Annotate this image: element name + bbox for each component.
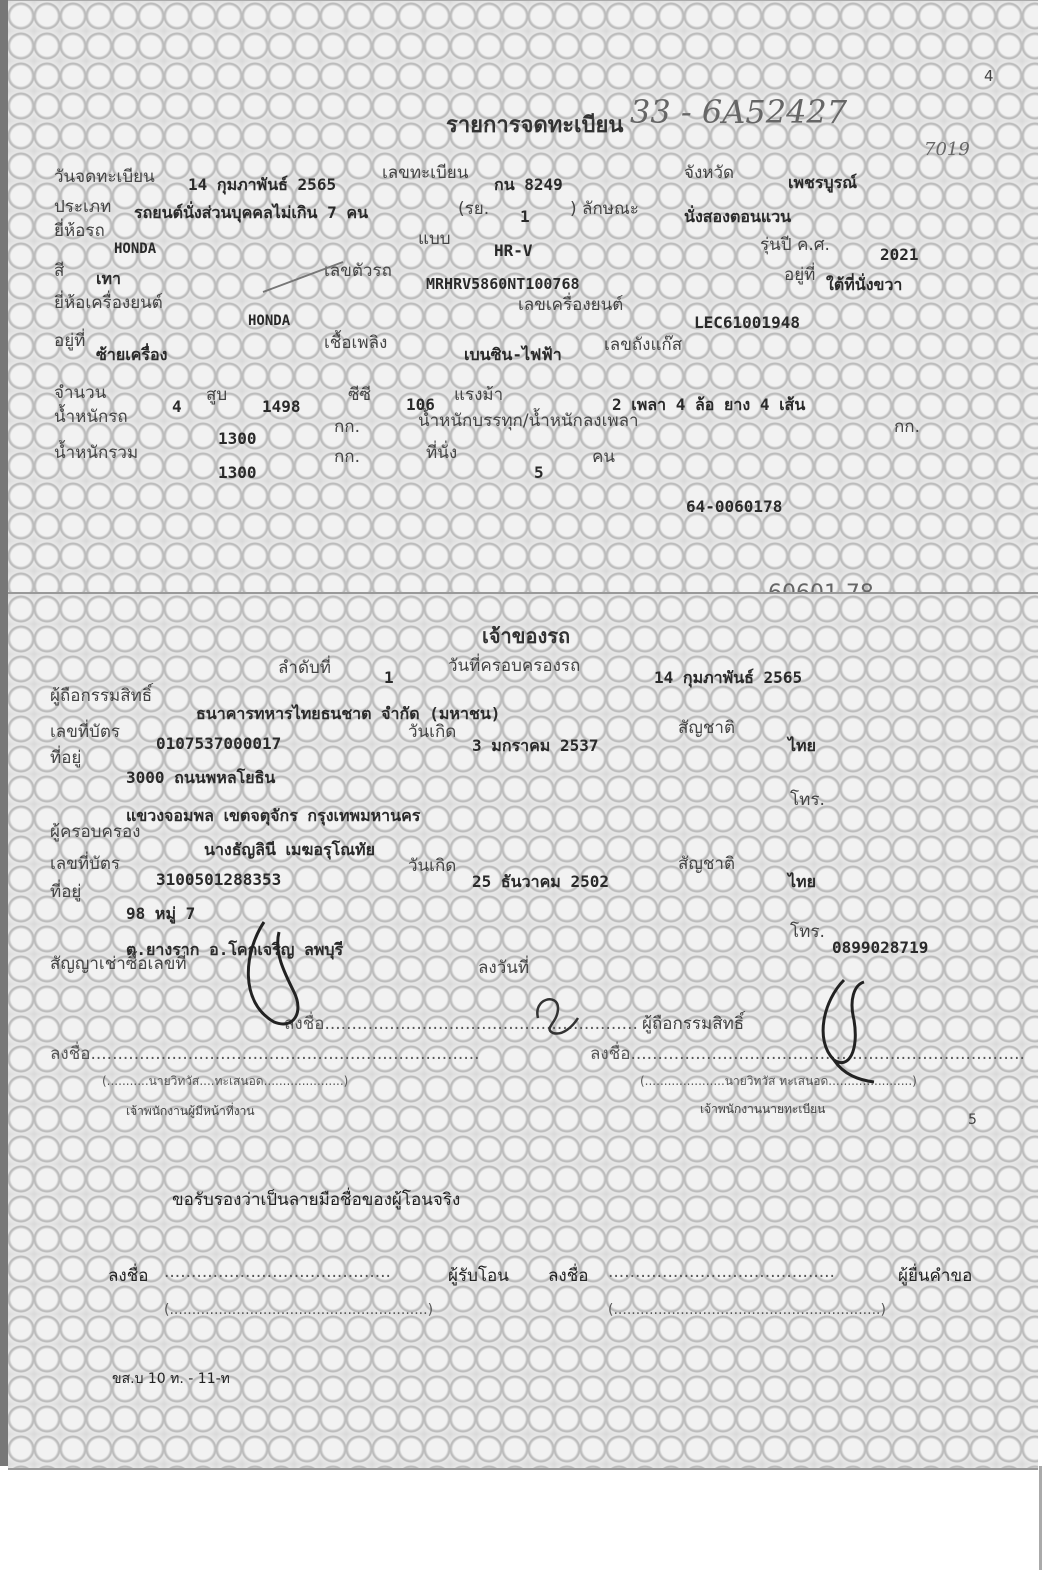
- birth-label: วันเกิด: [408, 722, 457, 742]
- page-number-bottom: 5: [968, 1112, 977, 1128]
- sign-date-label: ลงวันที่: [478, 958, 530, 978]
- vehicle-weight: 1300: [218, 429, 257, 448]
- color-label: สี: [54, 261, 65, 281]
- right-officer-name: (.....................นายวิทวัส ทะเสนอด......................): [640, 1074, 917, 1088]
- owner-section-title: เจ้าของรถ: [482, 624, 571, 648]
- handwritten-plate-number: 33 - 6A52427: [630, 93, 848, 131]
- brand: HONDA: [114, 241, 157, 257]
- model: HR-V: [494, 241, 533, 260]
- total-weight-label: น้ำหนักรวม: [54, 443, 139, 463]
- holder-id: 0107537000017: [156, 734, 282, 753]
- chassis-label: เลขตัวรถ: [324, 261, 392, 281]
- left-edge-binding: [0, 0, 8, 1466]
- possessor-birth: 25 ธันวาคม 2502: [472, 872, 609, 891]
- certify-text: ขอรับรองว่าเป็นลายมือชื่อของผู้โอนจริง: [172, 1190, 461, 1210]
- receiver-sign-line: ..........................................: [164, 1262, 391, 1282]
- tel-label: โทร.: [790, 790, 825, 810]
- gas-tank-label: เลขถังแก๊ส: [604, 335, 683, 355]
- owner-sheet: [8, 592, 1038, 1470]
- engine-cc: 1498: [262, 397, 301, 416]
- horsepower: 106: [406, 395, 435, 414]
- possessor-id: 3100501288353: [156, 870, 282, 889]
- holder-signature-line: ลงชื่อ..........................................................: [284, 1014, 638, 1034]
- cc-unit: ซีซี: [348, 385, 372, 405]
- body-style: นั่งสองตอนแวน: [684, 207, 792, 226]
- holder-nationality: ไทย: [788, 736, 816, 755]
- chassis-location-label: อยู่ที่: [784, 265, 816, 285]
- model-year: 2021: [880, 245, 919, 264]
- engine-number-label: เลขเครื่องยนต์: [518, 295, 624, 315]
- form-code: ขส.บ 10 ท. - 11-ท: [112, 1371, 230, 1387]
- seats: 5: [534, 463, 544, 482]
- address2-label: ที่อยู่: [50, 882, 82, 902]
- possessor-label: ผู้ครอบครอง: [50, 822, 141, 842]
- load-weight-label: น้ำหนักบรรทุก/น้ำหนักลงเพลา: [418, 411, 639, 431]
- brand-label: ยี่ห้อรถ: [54, 221, 105, 241]
- engine-brand: HONDA: [248, 313, 291, 329]
- tel2-label: โทร.: [790, 922, 825, 942]
- nationality2-label: สัญชาติ: [678, 854, 735, 874]
- fuel-label: เชื้อเพลิง: [324, 333, 388, 353]
- cylinders: 4: [172, 397, 182, 416]
- page-number-top: 4: [984, 67, 994, 85]
- plate-number: กน 8249: [494, 175, 563, 194]
- lease-label: สัญญาเช่าซื้อเลขที่: [50, 954, 187, 974]
- engine-brand-label: ยี่ห้อเครื่องยนต์: [54, 293, 163, 313]
- holder-address-1: 3000 ถนนพหลโยธิน: [126, 768, 276, 787]
- date-signature-mark: [528, 988, 588, 1038]
- kg-unit-3: กก.: [334, 447, 360, 467]
- birth2-label: วันเกิด: [408, 856, 457, 876]
- holder-signature-label: ผู้ถือกรรมสิทธิ์: [642, 1014, 745, 1034]
- possessor-name: นางธัญลินี เมฆอรุโณทัย: [204, 840, 375, 859]
- hp-unit: แรงม้า: [454, 385, 504, 405]
- weight-label: น้ำหนักรถ: [54, 407, 128, 427]
- plate-label: เลขทะเบียน: [382, 163, 469, 183]
- axles-wheels: 2 เพลา 4 ล้อ ยาง 4 เส้น: [612, 395, 806, 414]
- order-number: 1: [384, 668, 394, 687]
- left-signature-line: ลงชื่อ........................................................................: [50, 1044, 480, 1064]
- pen-stroke: [258, 257, 348, 297]
- engine-location-label: อยู่ที่: [54, 331, 86, 351]
- applicant-name-parens: (............................................................): [608, 1302, 886, 1318]
- reg-date: 14 กุมภาพันธ์ 2565: [188, 175, 337, 194]
- ry-value: 1: [520, 207, 530, 226]
- handwritten-note: 7019: [924, 139, 970, 160]
- applicant-label: ผู้ยื่นคำขอ: [898, 1266, 973, 1286]
- total-weight: 1300: [218, 463, 257, 482]
- possessor-address-2: ต.ยางราก อ.โคกเจริญ ลพบุรี: [126, 940, 344, 959]
- right-officer-title: เจ้าพนักงานนายทะเบียน: [700, 1102, 826, 1116]
- right-signature-line: ลงชื่อ.........................................................................: [590, 1044, 1025, 1064]
- nationality-label: สัญชาติ: [678, 718, 735, 738]
- id-label: เลขที่บัตร: [50, 722, 121, 742]
- chassis-number: MRHRV5860NT100768: [426, 275, 580, 293]
- left-officer-name: (...........นายวิทวัส....ทะเสนอด.....................): [102, 1074, 349, 1088]
- province: เพชรบูรณ์: [788, 173, 858, 192]
- order-label: ลำดับที่: [278, 658, 332, 678]
- receiver-name-parens: (..........................................................): [164, 1302, 434, 1318]
- cylinder-unit: สูบ: [206, 385, 228, 405]
- registration-sheet: [8, 0, 1038, 593]
- cylinders-label: จำนวน: [54, 383, 107, 403]
- possession-date: 14 กุมภาพันธ์ 2565: [654, 668, 803, 687]
- chassis-location: ใต้ที่นั่งขวา: [826, 275, 903, 294]
- address-label: ที่อยู่: [50, 748, 82, 768]
- model-year-label: รุ่นปี ค.ศ.: [760, 235, 830, 255]
- type-label: ประเภท: [54, 197, 112, 217]
- id2-label: เลขที่บัตร: [50, 854, 121, 874]
- left-officer-title: เจ้าพนักงานผู้มีหน้าที่งาน: [126, 1104, 255, 1118]
- holder-address-2: แขวงจอมพล เขตจตุจักร กรุงเทพมหานคร: [126, 806, 421, 825]
- engine-number: LEC61001948: [694, 313, 800, 332]
- fuel-type: เบนซิน-ไฟฟ้า: [464, 345, 562, 364]
- officer-signature-mark: [804, 970, 884, 1090]
- seats-unit: คน: [592, 447, 615, 467]
- page-title: รายการจดทะเบียน: [446, 113, 624, 138]
- holder-label: ผู้ถือกรรมสิทธิ์: [50, 686, 153, 706]
- holder-signature-mark: [234, 912, 324, 1032]
- receiver-label: ผู้รับโอน: [448, 1266, 509, 1286]
- kg-unit-1: กก.: [334, 417, 360, 437]
- document-number: 64-0060178: [686, 497, 783, 516]
- applicant-sign-label: ลงชื่อ: [548, 1266, 589, 1286]
- seats-label: ที่นั่ง: [426, 443, 458, 463]
- reg-date-label: วันจดทะเบียน: [54, 167, 155, 187]
- vehicle-type: รถยนต์นั่งส่วนบุคคลไม่เกิน 7 คน: [134, 203, 369, 222]
- kg-unit-2: กก.: [894, 417, 920, 437]
- color: เทา: [96, 269, 121, 288]
- holder-name: ธนาคารทหารไทยธนชาต จำกัด (มหาชน): [196, 704, 501, 723]
- ry-open: (รย.: [458, 199, 490, 219]
- possession-date-label: วันที่ครอบครองรถ: [448, 656, 581, 676]
- holder-birth: 3 มกราคม 2537: [472, 736, 599, 755]
- receiver-sign-label: ลงชื่อ: [108, 1266, 149, 1286]
- model-label: แบบ: [418, 229, 451, 249]
- possessor-nationality: ไทย: [788, 872, 816, 891]
- possessor-tel: 0899028719: [832, 938, 929, 957]
- province-label: จังหวัด: [684, 163, 735, 183]
- engine-location: ซ้ายเครื่อง: [96, 345, 168, 364]
- ry-close: ) ลักษณะ: [570, 199, 639, 219]
- applicant-sign-line: ..........................................: [608, 1262, 835, 1282]
- possessor-address-1: 98 หมู่ 7: [126, 904, 196, 923]
